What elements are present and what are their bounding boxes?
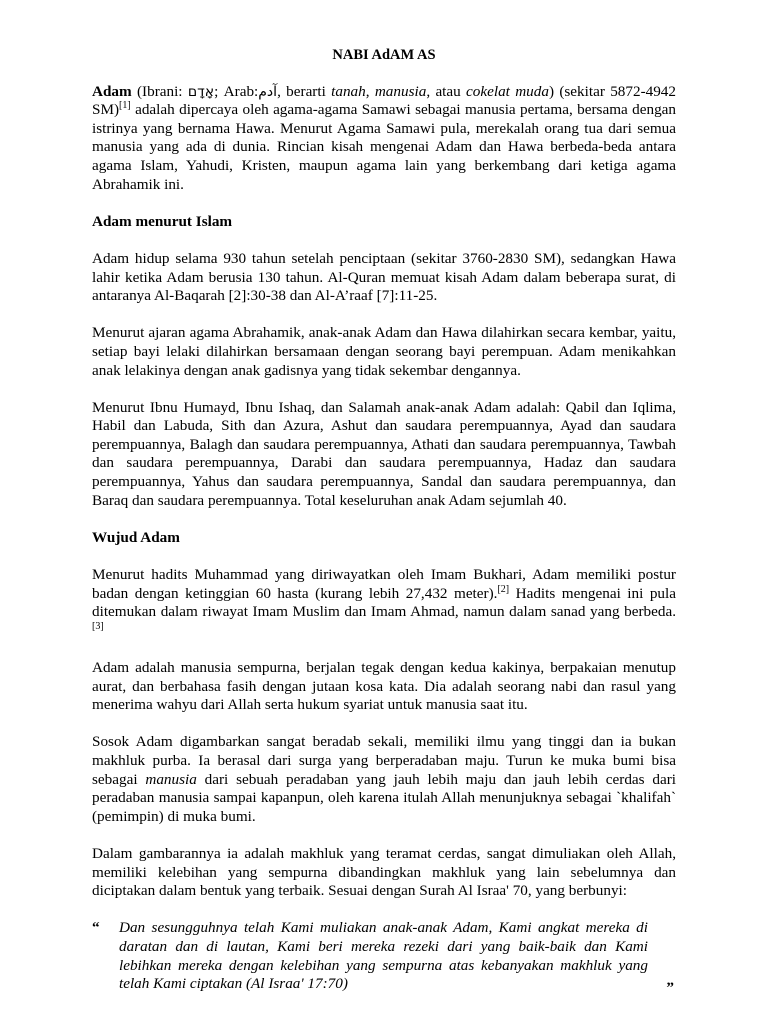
subject-name: Adam — [92, 82, 132, 100]
footnote-ref-3[interactable]: [3] — [92, 620, 104, 632]
page-title: NABI AdAM AS — [332, 47, 436, 63]
section-heading-islam: Adam menurut Islam — [92, 212, 233, 230]
document-page — [92, 46, 676, 997]
quote-text: Dan sesungguhnya telah Kami muliakan anak-anak Adam, Kami angkat mereka di daratan dan di lautan, Kami beri mereka rezeki dari yang baik-baik dan Kami lebihkan mereka dengan kelebihan yang sempurna atas kebanyakan makhluk yang telah Kami ciptakan (Al Israa' 17:70) — [119, 919, 648, 993]
islam-paragraph-2: Menurut ajaran agama Abrahamik, anak-anak Adam dan Hawa dilahirkan secara kembar, yaitu, setiap bayi lelaki dilahirkan bersamaan dengan seorang bayi perempuan. Adam menikahkan anak lelakinya dengan anak gadisnya yang tidak sekembar dengannya. — [92, 324, 676, 379]
wujud-paragraph-3: Sosok Adam digambarkan sangat beradab sekali, memiliki ilmu yang tinggi dan ia bukan makhluk purba. Ia berasal dari surga yang berperadaban maju. Turun ke muka bumi bisa sebagai manusia dari sebuah peradaban yang jauh lebih maju dan jauh lebih cerdas dari peradaban manusia sampai kapanpun, oleh karena itulah Allah menunjuknya sebagai `khalifah` (pemimpin) di muka bumi. — [92, 733, 676, 825]
hebrew-word: אָדָם — [187, 83, 215, 100]
close-quote-mark: ” — [666, 979, 674, 997]
islam-paragraph-1: Adam hidup selama 930 tahun setelah penciptaan (sekitar 3760-2830 SM), sedangkan Hawa lahir ketika Adam berusia 130 tahun. Al-Quran memuat kisah Adam dalam beberapa surat, di antaranya Al-Baqarah [2]:30-38 dan Al-A’raaf [7]:11-25. — [92, 249, 676, 305]
footnote-ref-1[interactable]: [1] — [119, 100, 131, 112]
arabic-word: آدم — [258, 83, 278, 100]
wujud-paragraph-2: Adam adalah manusia sempurna, berjalan tegak dengan kedua kakinya, berpakaian menutup aurat, dan berbahasa fasih dengan jutaan kosa kata. Dia adalah seorang nabi dan rasul yang menerima wahyu dari Allah serta hukum syariat untuk manusia saat itu. — [92, 659, 676, 714]
islam-paragraph-3: Menurut Ibnu Humayd, Ibnu Ishaq, dan Salamah anak-anak Adam adalah: Qabil dan Iqlima, Habil dan Labuda, Sith dan Azura, Ashut dan saudara perempuannya, Ayad dan saudara perempuannya, Balagh dan saudara perempuannya, Athati dan saudara perempuannya, Tawbah dan saudara perempuannya, Darabi dan saudara perempuannya, Hadaz dan saudara perempuannya, Yahus dan saudara perempuannya, Sandal dan saudara perempuannya, dan Baraq dan saudara perempuannya. Total keseluruhan anak Adam sejumlah 40. — [92, 398, 676, 509]
wujud-paragraph-1: Menurut hadits Muhammad yang diriwayatkan oleh Imam Bukhari, Adam memiliki postur badan dengan ketinggian 60 hasta (kurang lebih 27,432 meter).[2] Hadits mengenai ini pula ditemukan dalam riwayat Imam Muslim dan Imam Ahmad, namun dalam sanad yang berbeda.[3] — [92, 566, 676, 632]
open-quote-mark: “ — [92, 919, 100, 937]
section-heading-wujud: Wujud Adam — [92, 528, 180, 546]
wujud-paragraph-4: Dalam gambarannya ia adalah makhluk yang teramat cerdas, sangat dimuliakan oleh Allah, memiliki kelebihan yang sempurna dibandingkan makhluk yang lain sebelumnya dan diciptakan dalam bentuk yang terbaik. Sesuai dengan Surah Al Israa' 70, yang berbunyi: — [92, 844, 676, 900]
intro-paragraph: Adam (Ibrani: אָדָם; Arab:آدم, berarti tanah, manusia, atau cokelat muda) (sekitar 5872-4942 SM)[1] adalah dipercaya oleh agama-agama Samawi sebagai manusia pertama, bersama dengan istrinya yang bernama Hawa. Menurut Agama Samawi pula, merekalah orang tua dari semua manusia yang ada di dunia. Rincian kisah mengenai Adam dan Hawa berbeda-beda antara agama Islam, Yahudi, Kristen, maupun agama lain yang berkembang dari ketiga agama Abrahamik ini. — [92, 82, 676, 193]
footnote-ref-2[interactable]: [2] — [497, 583, 510, 595]
quran-quote — [92, 919, 676, 997]
